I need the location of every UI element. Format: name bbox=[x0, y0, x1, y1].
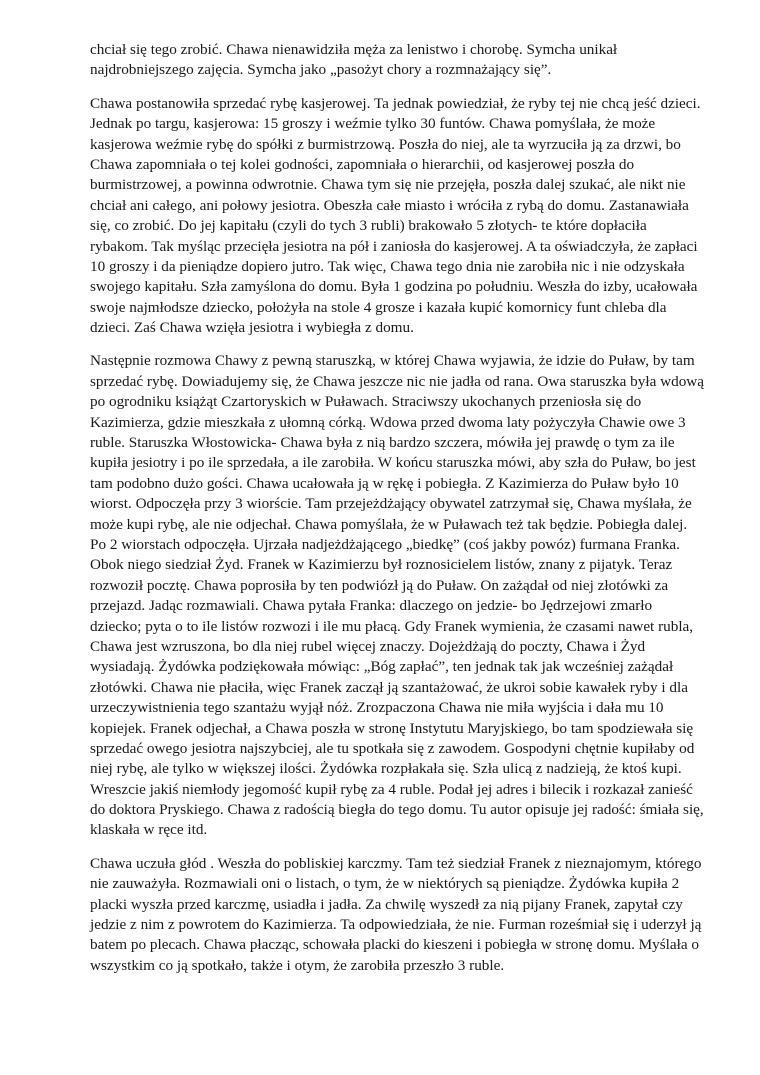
text-line: Po 2 wiorstach odpoczęła. Ujrzała nadjeżdżającego „biedkę” (coś jakby powóz) furmana Franka. bbox=[90, 535, 680, 553]
text-line: się, co zrobić. Do jej kapitału (czyli do tych 3 rubli) brakowało 5 złotych- te które dopłaciła bbox=[90, 217, 647, 235]
text-line: wszystkim co ją spotkało, także i otym, że zarobiła przeszło 3 ruble. bbox=[90, 956, 505, 974]
text-line: do doktora Pryskiego. Chawa z radością biegła do tego domu. Tu autor opisuje jej radość: śmiała się, bbox=[90, 801, 704, 819]
text-line: sprzedać rybę. Dowiadujemy się, że Chawa jeszcze nic nie jadła od rana. Owa staruszka była wdową bbox=[90, 372, 704, 390]
text-line: Następnie rozmowa Chawy z pewną staruszką, w której Chawa wyjawia, że idzie do Puław, by tam bbox=[90, 352, 695, 370]
text-line: ruble. Staruszka Włostowicka- Chawa była z nią bardzo szczera, mówiła jej prawdę o tym za ile bbox=[90, 434, 675, 452]
text-line: wiorst. Odpoczęła przy 3 wiorście. Tam przejeżdżający obywatel zatrzymał się, Chawa myślała, że bbox=[90, 495, 692, 513]
text-line: urzeczywistnienia tego szantażu wyjął nóż. Zrozpaczona Chawa nie miła wyjścia i dała mu 10 bbox=[90, 699, 664, 717]
text-line: jedzie z nim z powrotem do Kazimierza. Ta odpowiedziała, że nie. Furman roześmiał się i uderzył ją bbox=[90, 916, 702, 934]
paragraph-4 bbox=[90, 854, 702, 976]
text-line: tam podobno dużo gości. Chawa ucałowała ją w rękę i pobiegła. Z Kazimierza do Puław było 10 bbox=[90, 474, 679, 492]
paragraph-3 bbox=[90, 351, 704, 840]
text-line: batem po plecach. Chawa płacząc, schowała placki do kieszeni i pobiegła w stronę domu. Myślała o bbox=[90, 936, 699, 954]
document-page bbox=[90, 40, 704, 989]
text-line: po ogrodniku książąt Czartoryskich w Puławach. Straciwszy ukochanych przeniosła się do bbox=[90, 393, 642, 411]
text-line: chciał się tego zrobić. Chawa nienawidziła męża za lenistwo i chorobę. Symcha unikał bbox=[90, 41, 618, 58]
text-line: Chawa jest wzruszona, bo dla niej rubel więcej znaczy. Dojeżdżają do poczty, Chawa i Żyd bbox=[90, 637, 646, 655]
text-line: klaskała w ręce itd. bbox=[90, 821, 208, 839]
text-line: złotówki. Chawa nie płaciła, więc Franek zaczął ją szantażować, że ukroi sobie kawałek ryby i dla bbox=[90, 678, 688, 696]
text-line: Chawa postanowiła sprzedać rybę kasjerowej. Ta jednak powiedział, że ryby tej nie chcą jeść dzieci. bbox=[90, 94, 701, 112]
text-line: burmistrzowej, a powinna odwrotnie. Chawa tym się nie przejęła, poszła dalej szukać, ale nikt nie bbox=[90, 176, 686, 194]
text-line: niej rybę, ale tylko w większej ilości. Żydówka rozpłakała się. Szła ulicą z nadzieją, że ktoś kupi. bbox=[90, 760, 682, 778]
text-line: swojego kapitału. Szła zamyślona do domu. Była 1 godzina po południu. Weszła do izby, ucałowała bbox=[90, 278, 698, 296]
text-line: dziecko; pyta o to ile listów rozwozi i ile mu płacą. Gdy Franek wymienia, że czasami nawet rubla, bbox=[90, 617, 694, 635]
text-line: rybakom. Tak myśląc przecięła jesiotra na pół i zaniosła do kasjerowej. A ta oświadczyła, że zapłaci bbox=[90, 237, 698, 255]
text-line: przejazd. Jadąc rozmawiali. Chawa pytała Franka: dlaczego on jedzie- bo Jędrzejowi zmarło bbox=[90, 597, 653, 615]
text-line: placki wyszła przed karczmę, usiadła i jadła. Za chwilę wyszedł za nią pijany Franek, zapytał czy bbox=[90, 895, 683, 913]
text-line: dzieci. Zaś Chawa wzięła jesiotra i wybiegła z domu. bbox=[90, 319, 414, 337]
text-line: sprzedać owego jesiotra najszybciej, ale tu spotkała się z zawodem. Gospodyni chętnie kupiłaby od bbox=[90, 739, 695, 757]
text-line: Obok niego siedział Żyd. Franek w Kazimierzu był roznosicielem listów, znany z pijatyk. Teraz bbox=[90, 556, 673, 574]
text-line: 10 groszy i da pieniądze dopiero jutro. Tak więc, Chawa tego dnia nie zarobiła nic i nie odzyskała bbox=[90, 257, 685, 275]
paragraph-2 bbox=[90, 94, 701, 339]
text-line: swoje najmłodsze dziecko, położyła na stole 4 grosze i kazała kupić komornicy funt chleba dla bbox=[90, 298, 667, 316]
paragraph-1 bbox=[90, 40, 682, 81]
text-line: wysiadają. Żydówka podziękowała mówiąc: „Bóg zapłać”, ten jednak tak jak wcześniej zażądał bbox=[90, 658, 674, 676]
text-line: chciał ani całego, ani połowy jesiotra. Obeszła całe miasto i wróciła z rybą do domu. Zastanawiała bbox=[90, 196, 689, 214]
text-line: kasjerowa weźmie rybę do spółki z burmistrzową. Poszła do niej, ale ta wyrzuciła ją za drzwi, bo bbox=[90, 135, 681, 153]
text-line: Kazimierza, gdzie mieszkała z ułomną córką. Wdowa przed dwoma laty pożyczyła Chawie owe 3 bbox=[90, 413, 686, 431]
text-line: kopiejek. Franek odjechał, a Chawa poszła w stronę Instytutu Maryjskiego, bo tam spodziewała się bbox=[90, 719, 694, 737]
text-line: Wreszcie jakiś niemłody jegomość kupił rybę za 4 ruble. Podał jej adres i bilecik i rozkazał zanieść bbox=[90, 780, 693, 798]
text-line: nie zauważyła. Rozmawiali oni o listach, o tym, że w niektórych są pieniądze. Żydówka kupiła 2 bbox=[90, 875, 680, 893]
text-line: rozwoził pocztę. Chawa poprosiła by ten podwiózł ją do Puław. On zażądał od niej złotówki za bbox=[90, 576, 669, 594]
text-line: Chawa uczuła głód . Weszła do pobliskiej karczmy. Tam też siedział Franek z nieznajomym, którego bbox=[90, 854, 702, 872]
text-line: najdrobniejszego zajęcia. Symcha jako „pasożyt chory a rozmnażający się”. bbox=[90, 61, 552, 79]
text-line: Chawa zapomniała o tej kolei godności, zapomniała o hierarchii, od kasjerowej poszła do bbox=[90, 155, 635, 173]
text-line: może kupi rybę, ale nie odjechał. Chawa pomyślała, że w Puławach też tak będzie. Pobiegła dalej. bbox=[90, 515, 688, 533]
text-line: Jednak po targu, kasjerowa: 15 groszy i weźmie tylko 30 funtów. Chawa pomyślała, że może bbox=[90, 115, 656, 133]
text-line: kupiła jesiotry i po ile sprzedała, a ile zarobiła. W końcu staruszka mówi, aby szła do Puław, bo jest bbox=[90, 454, 696, 472]
